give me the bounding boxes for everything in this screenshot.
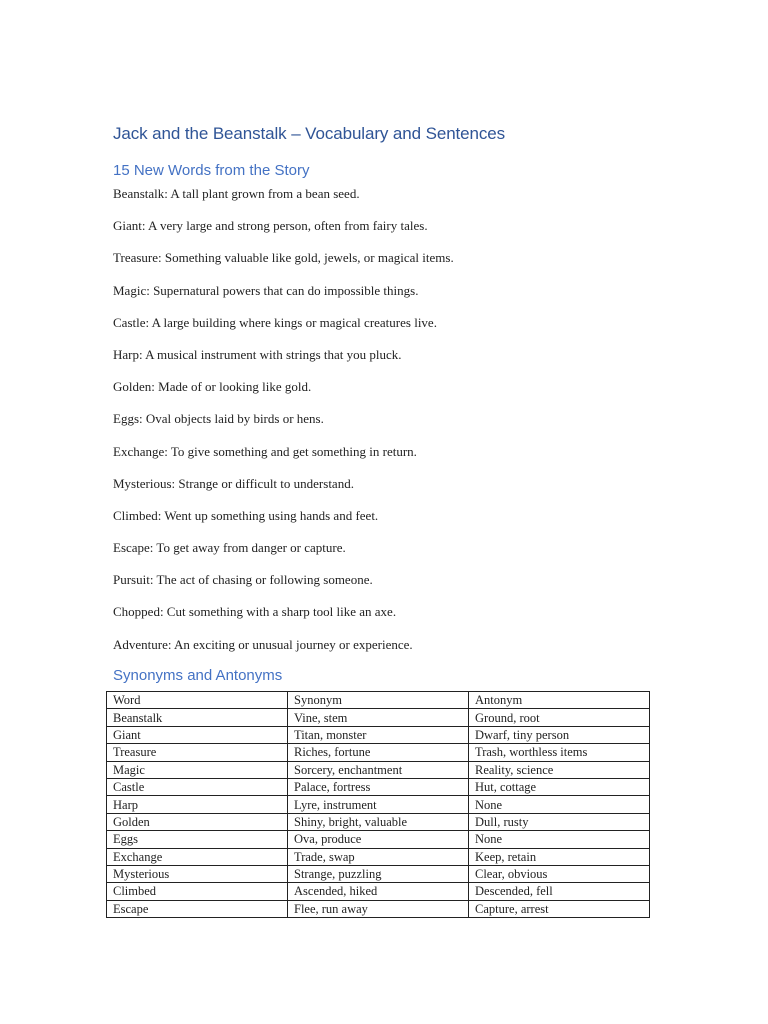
table-cell-word: Golden <box>107 813 288 830</box>
table-row <box>107 778 650 795</box>
table-cell-synonym: Titan, monster <box>288 726 469 743</box>
table-cell-word: Magic <box>107 761 288 778</box>
definition-escape: Escape: To get away from danger or capture. <box>113 540 346 556</box>
table-row <box>107 813 650 830</box>
table-cell-synonym: Ascended, hiked <box>288 883 469 900</box>
definition-magic: Magic: Supernatural powers that can do impossible things. <box>113 282 419 298</box>
synonyms-antonyms-table <box>106 691 650 918</box>
definition-harp: Harp: A musical instrument with strings that you pluck. <box>113 346 402 362</box>
table-cell-synonym: Vine, stem <box>288 709 469 726</box>
table-header-row <box>107 692 650 709</box>
table-cell-antonym: Hut, cottage <box>469 778 650 795</box>
table-cell-antonym: Keep, retain <box>469 848 650 865</box>
table-cell-antonym: Dwarf, tiny person <box>469 726 650 743</box>
table-cell-synonym: Ova, produce <box>288 831 469 848</box>
table-cell-antonym: Trash, worthless items <box>469 744 650 761</box>
table-cell-synonym: Palace, fortress <box>288 778 469 795</box>
table-row <box>107 796 650 813</box>
table-cell-word: Exchange <box>107 848 288 865</box>
table-cell-antonym: Capture, arrest <box>469 900 650 917</box>
table-cell-synonym: Riches, fortune <box>288 744 469 761</box>
table-row <box>107 900 650 917</box>
table-row <box>107 709 650 726</box>
definition-climbed: Climbed: Went up something using hands and feet. <box>113 507 379 523</box>
definition-giant: Giant: A very large and strong person, often from fairy tales. <box>113 218 428 234</box>
table-cell-synonym: Shiny, bright, valuable <box>288 813 469 830</box>
table-row <box>107 726 650 743</box>
table-cell-word: Climbed <box>107 883 288 900</box>
table-cell-antonym: Reality, science <box>469 761 650 778</box>
definition-castle: Castle: A large building where kings or magical creatures live. <box>113 314 437 330</box>
table-row <box>107 848 650 865</box>
definition-adventure: Adventure: An exciting or unusual journey or experience. <box>113 636 413 652</box>
definition-pursuit: Pursuit: The act of chasing or following someone. <box>113 572 373 588</box>
table-cell-synonym: Strange, puzzling <box>288 865 469 882</box>
table-cell-synonym: Trade, swap <box>288 848 469 865</box>
header-cell-word: Word <box>107 692 288 709</box>
table-row <box>107 761 650 778</box>
table-cell-word: Eggs <box>107 831 288 848</box>
table-row <box>107 831 650 848</box>
definition-treasure: Treasure: Something valuable like gold, jewels, or magical items. <box>113 250 454 266</box>
table-cell-antonym: Ground, root <box>469 709 650 726</box>
table-cell-word: Giant <box>107 726 288 743</box>
table-cell-antonym: None <box>469 796 650 813</box>
table-cell-word: Harp <box>107 796 288 813</box>
table-cell-antonym: Dull, rusty <box>469 813 650 830</box>
table-cell-antonym: Clear, obvious <box>469 865 650 882</box>
document-title: Jack and the Beanstalk – Vocabulary and Sentences <box>113 124 506 143</box>
definition-mysterious: Mysterious: Strange or difficult to understand. <box>113 475 354 491</box>
synonyms-antonyms-heading: Synonyms and Antonyms <box>113 667 283 684</box>
table-cell-synonym: Lyre, instrument <box>288 796 469 813</box>
vocabulary-list <box>113 185 673 668</box>
table-row <box>107 744 650 761</box>
table-cell-antonym: Descended, fell <box>469 883 650 900</box>
table-cell-word: Beanstalk <box>107 709 288 726</box>
table-cell-synonym: Flee, run away <box>288 900 469 917</box>
table-cell-word: Mysterious <box>107 865 288 882</box>
table-cell-synonym: Sorcery, enchantment <box>288 761 469 778</box>
table-cell-antonym: None <box>469 831 650 848</box>
new-words-heading: 15 New Words from the Story <box>113 162 310 179</box>
table-cell-word: Castle <box>107 778 288 795</box>
definition-beanstalk: Beanstalk: A tall plant grown from a bean seed. <box>113 186 360 201</box>
table-cell-word: Treasure <box>107 744 288 761</box>
definition-eggs: Eggs: Oval objects laid by birds or hens. <box>113 411 324 427</box>
header-cell-antonym: Antonym <box>469 692 650 709</box>
definition-golden: Golden: Made of or looking like gold. <box>113 379 312 395</box>
table-row <box>107 865 650 882</box>
table-cell-word: Escape <box>107 900 288 917</box>
header-cell-synonym: Synonym <box>288 692 469 709</box>
definition-exchange: Exchange: To give something and get something in return. <box>113 443 417 459</box>
definition-chopped: Chopped: Cut something with a sharp tool like an axe. <box>113 604 397 620</box>
table-row <box>107 883 650 900</box>
